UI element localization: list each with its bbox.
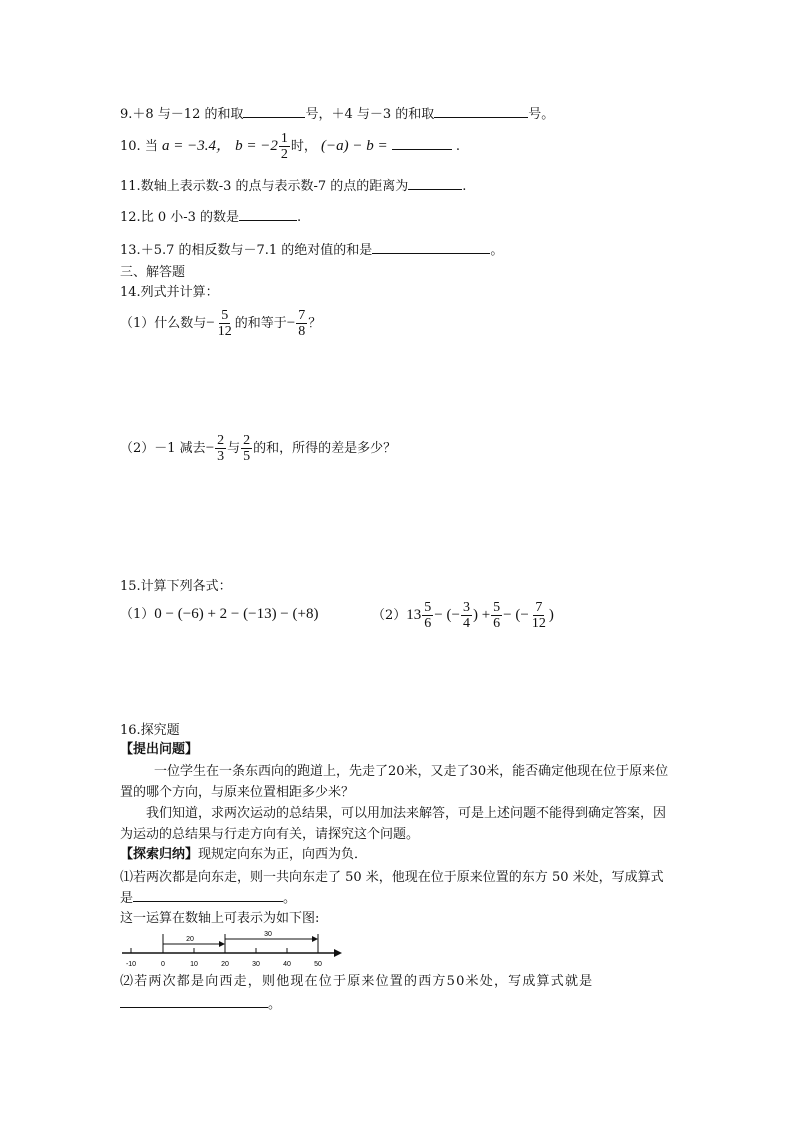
minus-sign: −: [206, 315, 215, 331]
q10-b-fraction: $\frac{1}{2}$: [280, 131, 288, 162]
q16-paragraph-2: 我们知道，求两次运动的总结果，可以用加法来解答，可是上述问题不能得到确定答案，因为运动的总结果与行走方向有关，请探究这个问题。: [120, 806, 667, 842]
q10-b-expr: b = −2: [235, 138, 278, 154]
q13-answer-blank[interactable]: [372, 240, 490, 254]
numberline-intro: 这一运算在数轴上可表示为如下图:: [120, 911, 320, 926]
tick-label: 20: [221, 961, 229, 968]
q16-item-1: [120, 867, 676, 909]
q10-answer-blank[interactable]: [392, 136, 452, 150]
q10-text-2: 时，: [290, 139, 317, 154]
q9-text-2: 号，＋4 与－3 的和取: [305, 107, 435, 122]
q16-item-2-line2: [120, 994, 281, 1014]
q11-end: .: [462, 179, 467, 194]
q15-part2-op-3: − (−: [503, 607, 529, 623]
minus-sign: −: [205, 440, 215, 456]
q16-item-2: [120, 971, 676, 992]
q15-part2-fraction-2: $\frac{3}{4}$: [462, 600, 470, 631]
q16-item1-end: 。: [283, 891, 297, 906]
arrow-20-label: 20: [186, 936, 194, 943]
q16-heading-2-line: [120, 846, 367, 864]
q15-part2-op-1: − (−: [434, 607, 460, 623]
q9-answer-blank-1[interactable]: [243, 104, 305, 118]
q15-part2: [372, 600, 554, 631]
arrow-20-head: [219, 941, 225, 947]
q14-part1-label: （1）什么数与: [120, 316, 207, 331]
q9-text-1: ＋8 与－12 的和取: [132, 107, 244, 122]
tick-label: 40: [283, 961, 291, 968]
tick-label: 0: [161, 961, 165, 968]
q14-part1: [120, 308, 321, 339]
number-line-ticks: [131, 934, 318, 953]
q14-title: 14.列式并计算：: [120, 285, 219, 300]
q15-part2-op-2: ) +: [472, 607, 491, 623]
question-10: [120, 131, 460, 162]
q9-number: 9.: [120, 107, 133, 122]
q16-item2-answer-blank[interactable]: [120, 994, 268, 1008]
q16-item1-answer-blank[interactable]: [133, 888, 283, 902]
q14-part2-fraction-2: $\frac{2}{5}$: [243, 433, 251, 464]
question-13: [120, 240, 503, 260]
q13-text: ＋5.7 的相反数与－7.1 的绝对值的和是: [140, 243, 373, 258]
q15-part2-whole: 13: [406, 607, 422, 623]
q10-a-expr: a = −3.4，: [161, 138, 231, 154]
q14-part2-fraction-1: $\frac{2}{3}$: [217, 433, 225, 464]
q12-answer-blank[interactable]: [239, 207, 297, 221]
q16-item2-end: 。: [268, 997, 282, 1012]
number-line-figure: [118, 926, 348, 970]
q15-title: 15.计算下列各式：: [120, 579, 232, 594]
q10-expression: (−a) − b =: [321, 138, 388, 154]
q15-part2-fraction-1: $\frac{5}{6}$: [424, 600, 432, 631]
tick-label: 10: [190, 961, 198, 968]
q11-number: 11.: [120, 179, 141, 194]
tick-label: -10: [125, 961, 137, 968]
q16-paragraph-1: 一位学生在一条东西向的跑道上，先走了20米，又走了30米，能否确定他现在位于原来位置的哪个方向，与原来位置相距多少米？: [120, 764, 669, 800]
q15-part1: [120, 605, 318, 624]
section-heading: 三、解答题: [120, 265, 186, 280]
question-12: [120, 207, 301, 227]
q10-text-1: 当: [144, 139, 158, 154]
q16-heading-2: 【探索归纳】: [120, 847, 199, 862]
question-9: [120, 104, 554, 124]
number-line-tick-labels: [126, 961, 322, 968]
q14-part1-end: ？: [308, 316, 322, 331]
q13-end: 。: [490, 243, 504, 258]
q15-part1-expression: 0 − (−6) + 2 − (−13) − (+8): [154, 606, 319, 622]
question-11: [120, 176, 466, 196]
arrow-30-label: 30: [264, 931, 272, 938]
q9-answer-blank-2[interactable]: [434, 104, 528, 118]
q14-part1-fraction-1: $\frac{5}{12}$: [217, 308, 232, 339]
arrow-30-head: [312, 936, 318, 942]
q15-part2-fraction-4: $\frac{7}{12}$: [531, 600, 546, 631]
q9-text-3: 号。: [528, 107, 555, 122]
minus-sign: −: [286, 315, 296, 331]
q14-part1-mid-text: 的和等于: [234, 316, 287, 331]
q13-number: 13.: [120, 243, 141, 258]
q14-part1-fraction-2: $\frac{7}{8}$: [298, 308, 306, 339]
q16-item1-text: ⑴若两次都是向东走，则一共向东走了 50 米，他现在位于原来位置的东方 50 米处，写成算式是: [120, 870, 664, 906]
q11-text: 数轴上表示数-3 的点与表示数-7 的点的距离为: [140, 179, 409, 194]
q15-part2-fraction-3: $\frac{5}{6}$: [493, 600, 501, 631]
q14-part2-label: （2）－1 减去: [120, 441, 206, 456]
q12-end: .: [297, 210, 302, 225]
q15-part2-label: （2）: [372, 608, 407, 623]
q16-heading-1: 【提出问题】: [120, 742, 199, 757]
q10-number: 10.: [120, 139, 141, 154]
number-line-arrowhead: [334, 949, 342, 957]
tick-label: 50: [314, 961, 322, 968]
q16-title: 16.探究题: [120, 723, 180, 738]
q16-item2-text: ⑵若两次都是向西走，则他现在位于原来位置的西方50米处，写成算式就是: [120, 974, 594, 989]
q15-part1-label: （1）: [120, 607, 155, 622]
q14-part2-end: 的和，所得的差是多少？: [253, 441, 397, 456]
q12-number: 12.: [120, 210, 141, 225]
q10-text-3: .: [455, 139, 461, 154]
q14-part2-mid-text: 与: [227, 441, 241, 456]
q11-answer-blank[interactable]: [408, 176, 462, 190]
q14-part2: [120, 433, 396, 464]
q15-part2-op-4: ): [548, 607, 554, 623]
q12-text: 比 0 小-3 的数是: [140, 210, 240, 225]
q16-heading-2-text: 现规定向东为正，向西为负．: [198, 847, 368, 862]
tick-label: 30: [252, 961, 260, 968]
